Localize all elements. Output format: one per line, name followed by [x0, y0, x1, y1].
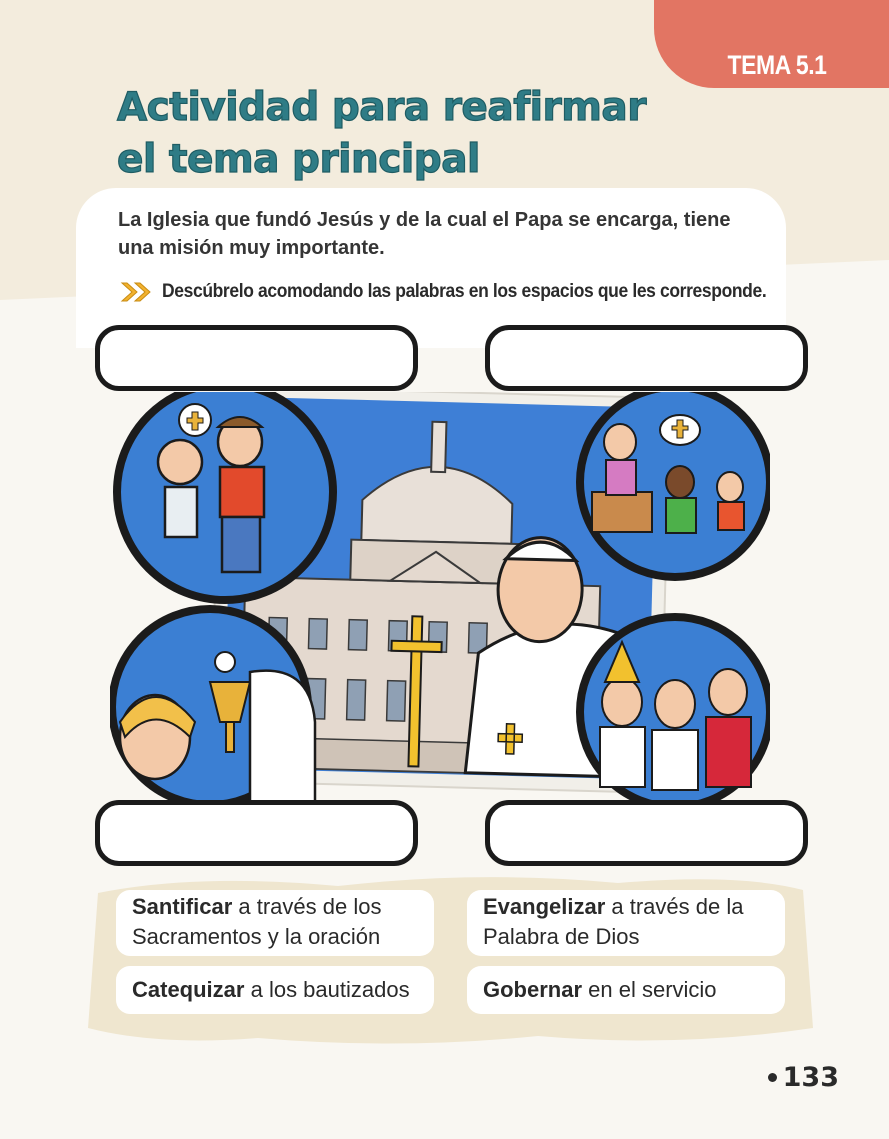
word-chip-keyword: Evangelizar: [483, 894, 606, 919]
answer-box-bottom-left[interactable]: [95, 800, 418, 866]
word-chip-text: a través de los: [232, 894, 382, 919]
answer-box-top-right[interactable]: [485, 325, 808, 391]
word-chip-santificar[interactable]: [116, 890, 434, 956]
double-chevron-right-icon: [120, 281, 154, 303]
word-chip-keyword: Santificar: [132, 894, 233, 919]
word-chip-keyword: Gobernar: [483, 977, 583, 1002]
word-chip-text: en el servicio: [582, 977, 717, 1002]
circle-bottom-right: [580, 617, 770, 804]
answer-box-bottom-right[interactable]: [485, 800, 808, 866]
word-chip-gobernar[interactable]: [467, 966, 785, 1014]
word-chip-text-line2: Palabra de Dios: [483, 924, 640, 949]
circle-bottom-left: [112, 609, 315, 804]
tema-label: TEMA 5.1: [727, 50, 827, 80]
illustration: [110, 392, 770, 804]
page-title: [117, 82, 646, 186]
circle-top-left: [117, 392, 333, 600]
circle-top-right: [580, 392, 770, 577]
word-chip-keyword: Catequizar: [132, 977, 245, 1002]
instruction: [120, 278, 819, 306]
page-number: [768, 1062, 839, 1093]
word-chip-evangelizar[interactable]: [467, 890, 785, 956]
word-chip-text: a los bautizados: [244, 977, 410, 1002]
instruction-text: Descúbrelo acomodando las palabras en los espacios que les corresponde.: [162, 281, 767, 302]
answer-box-top-left[interactable]: [95, 325, 418, 391]
intro-text: La Iglesia que fundó Jesús y de la cual el Papa se encarga, tiene una misión muy importante.: [118, 209, 731, 259]
page-number-text: 133: [782, 1062, 839, 1093]
word-chip-text-line2: Sacramentos y la oración: [132, 924, 381, 949]
word-chip-catequizar[interactable]: [116, 966, 434, 1014]
bullet-dot-icon: [768, 1073, 777, 1082]
word-chip-text: a través de la: [605, 894, 744, 919]
title-line-2: el tema principal: [117, 137, 480, 182]
tema-tab: [654, 0, 889, 88]
title-line-1: Actividad para reafirmar: [117, 85, 646, 130]
